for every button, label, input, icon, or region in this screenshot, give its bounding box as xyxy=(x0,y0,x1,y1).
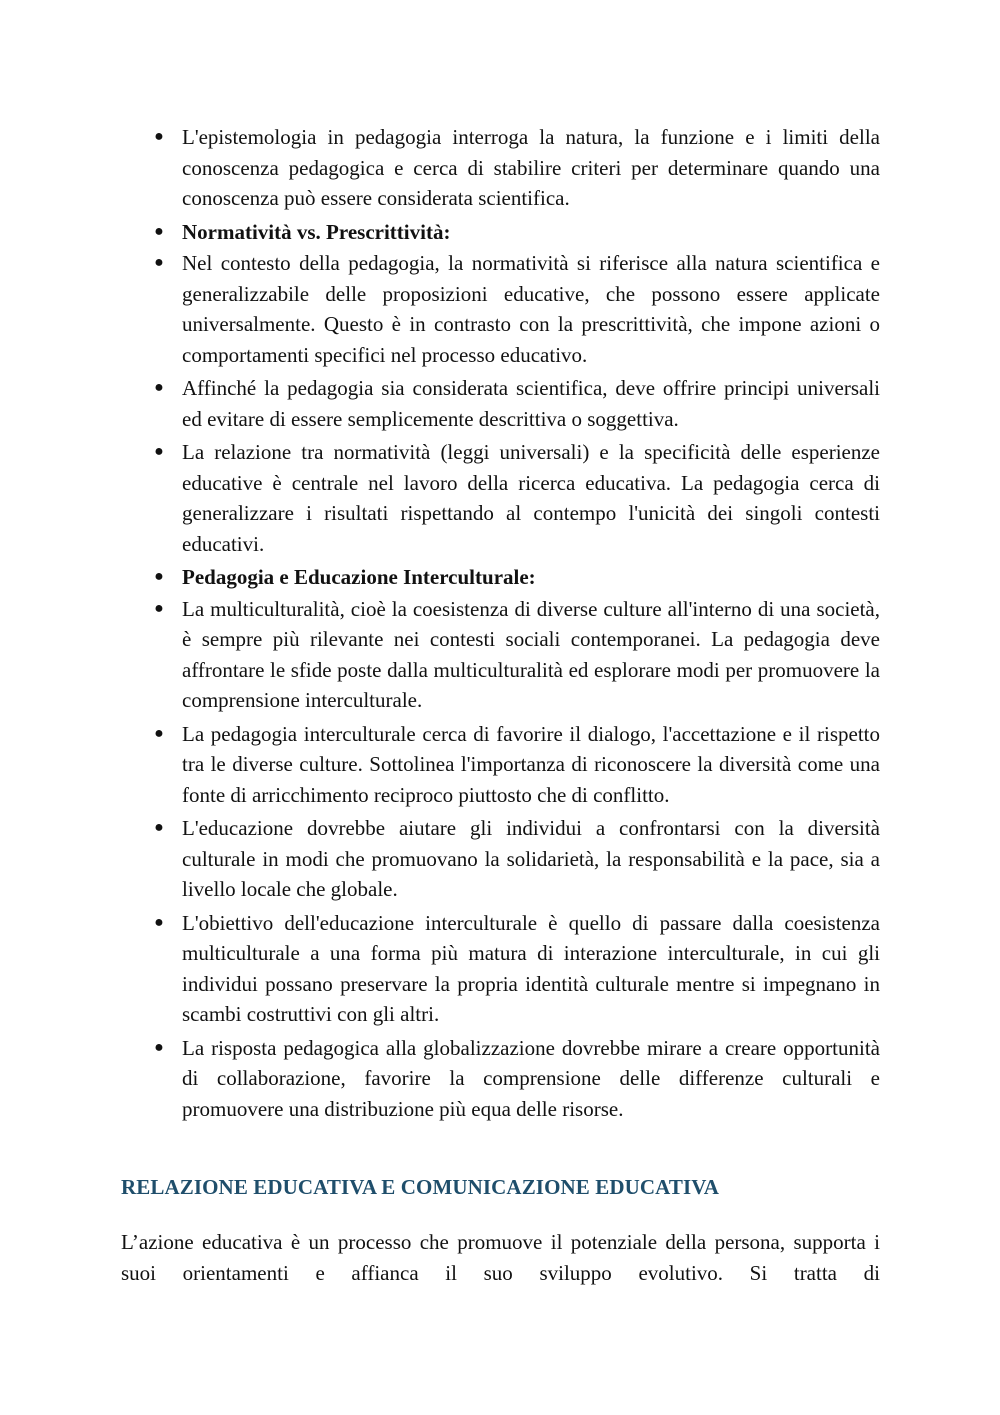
list-item xyxy=(150,373,880,434)
list-item xyxy=(150,1033,880,1125)
list-item-text: L'obiettivo dell'educazione interculturale è quello di passare dalla coesistenza multiculturale a una forma più matura di interazione interculturale, in cui gli individui possano preservare la propria identità culturale mentre si impegnano in scambi costruttivi con gli altri. xyxy=(182,910,880,1026)
list-item-text: Affinché la pedagogia sia considerata scientifica, deve offrire principi universali ed evitare di essere semplicemente descrittiva o soggettiva. xyxy=(182,376,880,431)
list-item-text: La pedagogia interculturale cerca di favorire il dialogo, l'accettazione e il rispetto tra le diverse culture. Sottolinea l'importanza di riconoscere la diversità come una fonte di arricchimento reciproco piuttosto che di conflitto. xyxy=(182,721,880,807)
bullet-icon: ● xyxy=(154,599,164,617)
bullet-icon: ● xyxy=(154,913,164,931)
list-item xyxy=(150,217,880,248)
list-item xyxy=(150,594,880,716)
list-item xyxy=(150,562,880,593)
bullet-icon: ● xyxy=(154,222,164,240)
bullet-icon: ● xyxy=(154,379,164,396)
list-item-text: La multiculturalità, cioè la coesistenza di diverse culture all'interno di una società, è sempre più rilevante nei contesti sociali contemporanei. La pedagogia deve affrontare le sfide poste dalla multiculturalità ed esplorare modi per promuovere la comprensione interculturale. xyxy=(182,596,880,712)
list-item xyxy=(150,437,880,559)
bullet-list xyxy=(150,122,880,1127)
list-item-heading: Pedagogia e Educazione Interculturale: xyxy=(182,565,536,589)
list-item-text: Nel contesto della pedagogia, la normatività si riferisce alla natura scientifica e generalizzabile delle proposizioni educative, che possono essere applicate universalmente. Questo è in contrasto con la prescrittività, che impone azioni o comportamenti specifici nel processo educativo. xyxy=(182,251,880,367)
bullet-icon: ● xyxy=(154,443,164,460)
list-item-text: L'educazione dovrebbe aiutare gli individui a confrontarsi con la diversità culturale in modi che promuovano la solidarietà, la responsabilità e la pace, sia a livello locale che globale. xyxy=(182,816,880,901)
list-item xyxy=(150,908,880,1030)
bullet-icon: ● xyxy=(154,819,164,836)
bullet-icon: ● xyxy=(154,254,164,271)
list-item-text: La risposta pedagogica alla globalizzazione dovrebbe mirare a creare opportunità di collaborazione, favorire la comprensione delle differenze culturali e promuovere una distribuzione più equa delle risorse. xyxy=(182,1035,880,1121)
bullet-icon: ● xyxy=(154,1038,164,1056)
bullet-icon: ● xyxy=(154,128,164,145)
list-item-text: La relazione tra normatività (leggi universali) e la specificità delle esperienze educative è centrale nel lavoro della ricerca educativa. La pedagogia cerca di generalizzare i risultati rispettando al contempo l'unicità dei singoli contesti educativi. xyxy=(182,440,880,556)
list-item xyxy=(150,248,880,370)
list-item xyxy=(150,719,880,811)
body-paragraph: L’azione educativa è un processo che promuove il potenziale della persona, supporta i suoi orientamenti e affianca il suo sviluppo evolutivo. Si tratta di xyxy=(121,1230,880,1285)
bullet-icon: ● xyxy=(154,568,164,585)
section-heading: RELAZIONE EDUCATIVA E COMUNICAZIONE EDUCATIVA xyxy=(121,1175,720,1199)
list-item-heading: Normatività vs. Prescrittività: xyxy=(182,219,451,244)
list-item xyxy=(150,813,880,905)
list-item xyxy=(150,122,880,214)
list-item-text: L'epistemologia in pedagogia interroga la natura, la funzione e i limiti della conoscenza pedagogica e cerca di stabilire criteri per determinare quando una conoscenza può essere considerata scientifica. xyxy=(182,125,880,210)
bullet-icon: ● xyxy=(154,724,164,742)
